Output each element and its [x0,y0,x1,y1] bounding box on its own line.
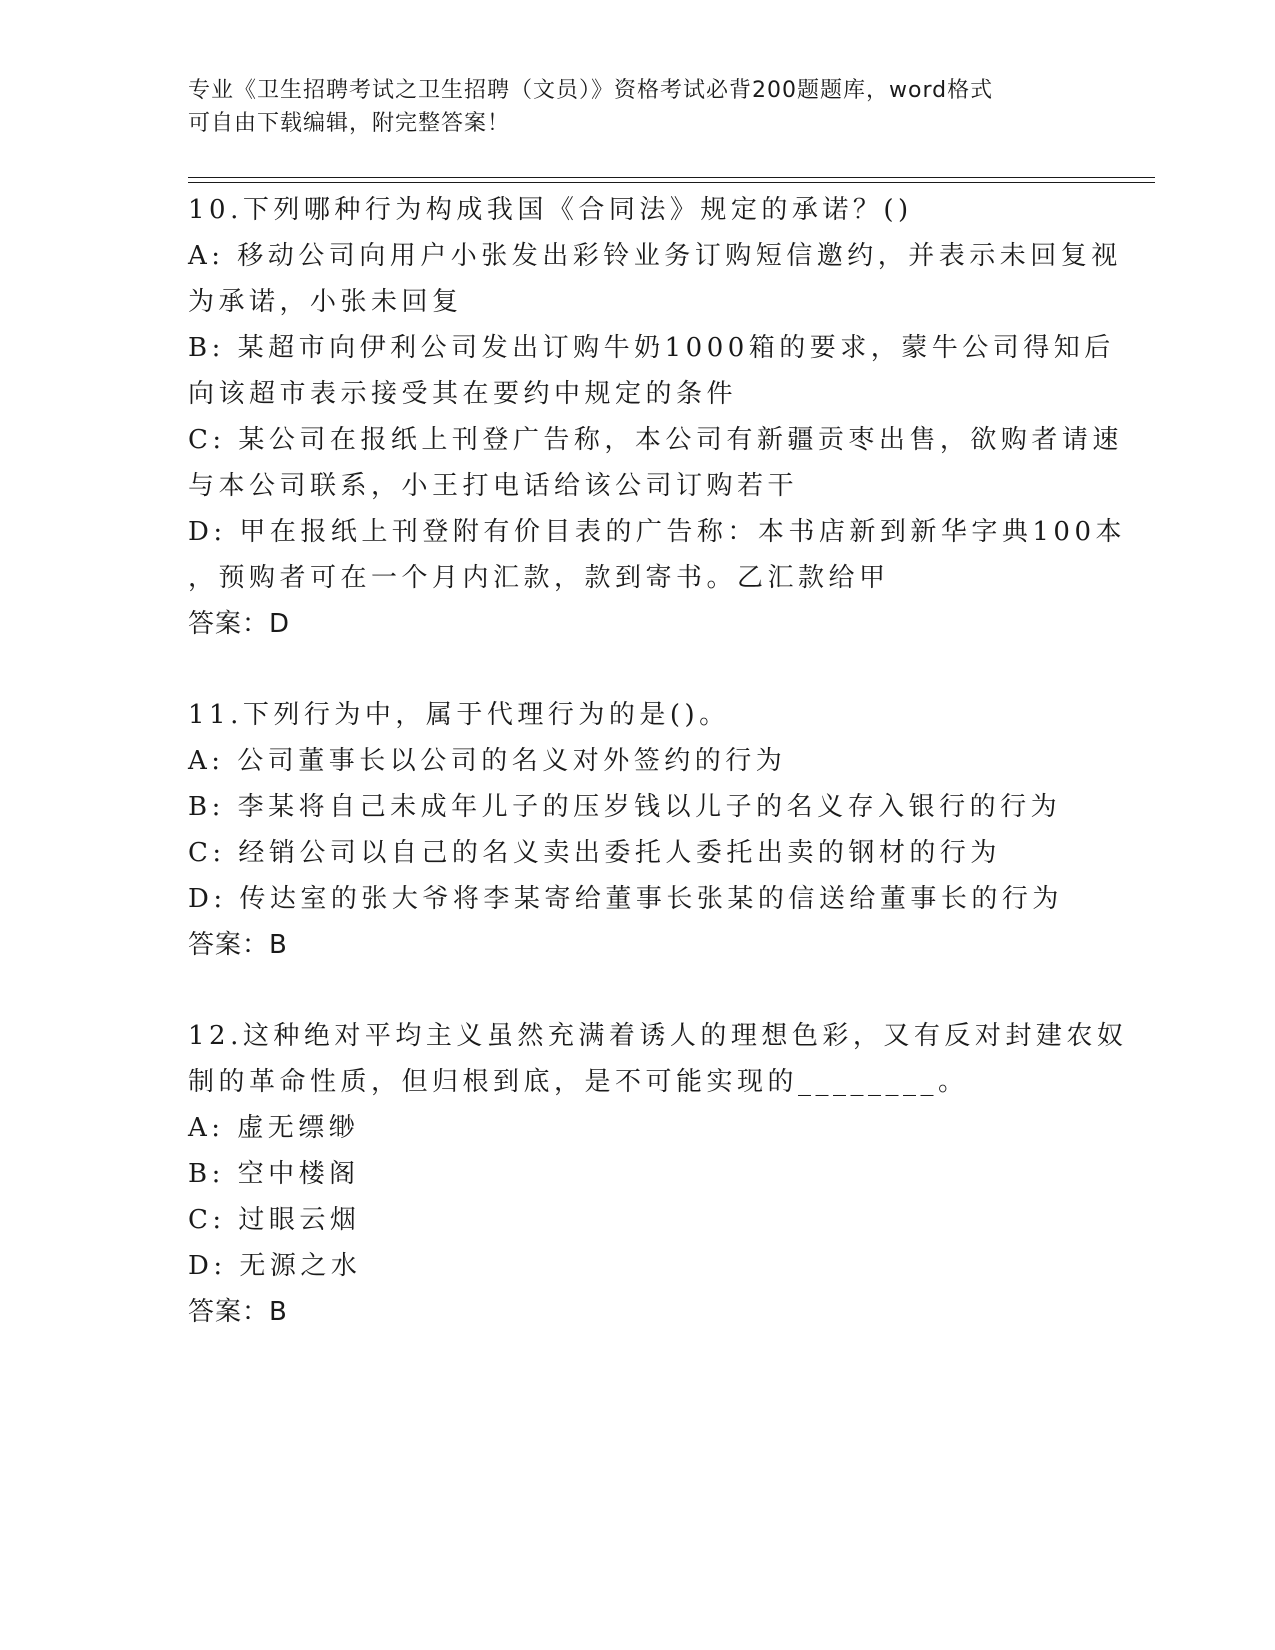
option-a: A: 公司董事长以公司的名义对外签约的行为 [188,746,787,776]
option-b-continued: 向该超市表示接受其在要约中规定的条件 [188,379,738,409]
option-b: B: 某超市向伊利公司发出订购牛奶1000箱的要求，蒙牛公司得知后 [188,333,1115,363]
option-a: A: 移动公司向用户小张发出彩铃业务订购短信邀约，并表示未回复视 [188,241,1122,271]
question-stem: 11.下列行为中，属于代理行为的是()。 [188,700,730,730]
option-b: B: 空中楼阁 [188,1159,360,1189]
question-stem-continued: 制的革命性质，但归根到底，是不可能实现的________。 [188,1067,969,1097]
question-spacer [188,968,1088,1013]
header-divider-top [188,177,1155,178]
option-d: D: 甲在报纸上刊登附有价目表的广告称：本书店新到新华字典100本 [188,517,1126,547]
question-spacer [188,647,1088,692]
question-stem: 10.下列哪种行为构成我国《合同法》规定的承诺？() [188,195,913,225]
answer-label: 答案：B [188,1297,288,1327]
answer-label: 答案：D [188,609,291,639]
header-line-1: 专业《卫生招聘考试之卫生招聘（文员）》资格考试必背200题题库，word格式 [188,78,994,103]
header-line-2: 可自由下载编辑，附完整答案！ [188,111,511,136]
option-c: C: 过眼云烟 [188,1205,361,1235]
option-d-continued: ，预购者可在一个月内汇款，款到寄书。乙汇款给甲 [188,563,890,593]
option-c-continued: 与本公司联系，小王打电话给该公司订购若干 [188,471,799,501]
option-c: C: 某公司在报纸上刊登广告称，本公司有新疆贡枣出售，欲购者请速 [188,425,1123,455]
question-12 [188,1013,1128,1335]
question-10 [188,187,1126,647]
option-a: A: 虚无缥缈 [188,1113,360,1143]
header-divider-bottom [188,182,1155,183]
question-stem: 12.这种绝对平均主义虽然充满着诱人的理想色彩，又有反对封建农奴 [188,1021,1128,1051]
option-d: D: 无源之水 [188,1251,362,1281]
option-b: B: 李某将自己未成年儿子的压岁钱以儿子的名义存入银行的行为 [188,792,1062,822]
option-d: D: 传达室的张大爷将李某寄给董事长张某的信送给董事长的行为 [188,884,1063,914]
question-11 [188,692,1088,968]
option-a-continued: 为承诺，小张未回复 [188,287,463,317]
answer-label: 答案：B [188,930,288,960]
question-list [188,187,1128,1335]
document-header [188,74,1068,140]
option-c: C: 经销公司以自己的名义卖出委托人委托出卖的钢材的行为 [188,838,1001,868]
